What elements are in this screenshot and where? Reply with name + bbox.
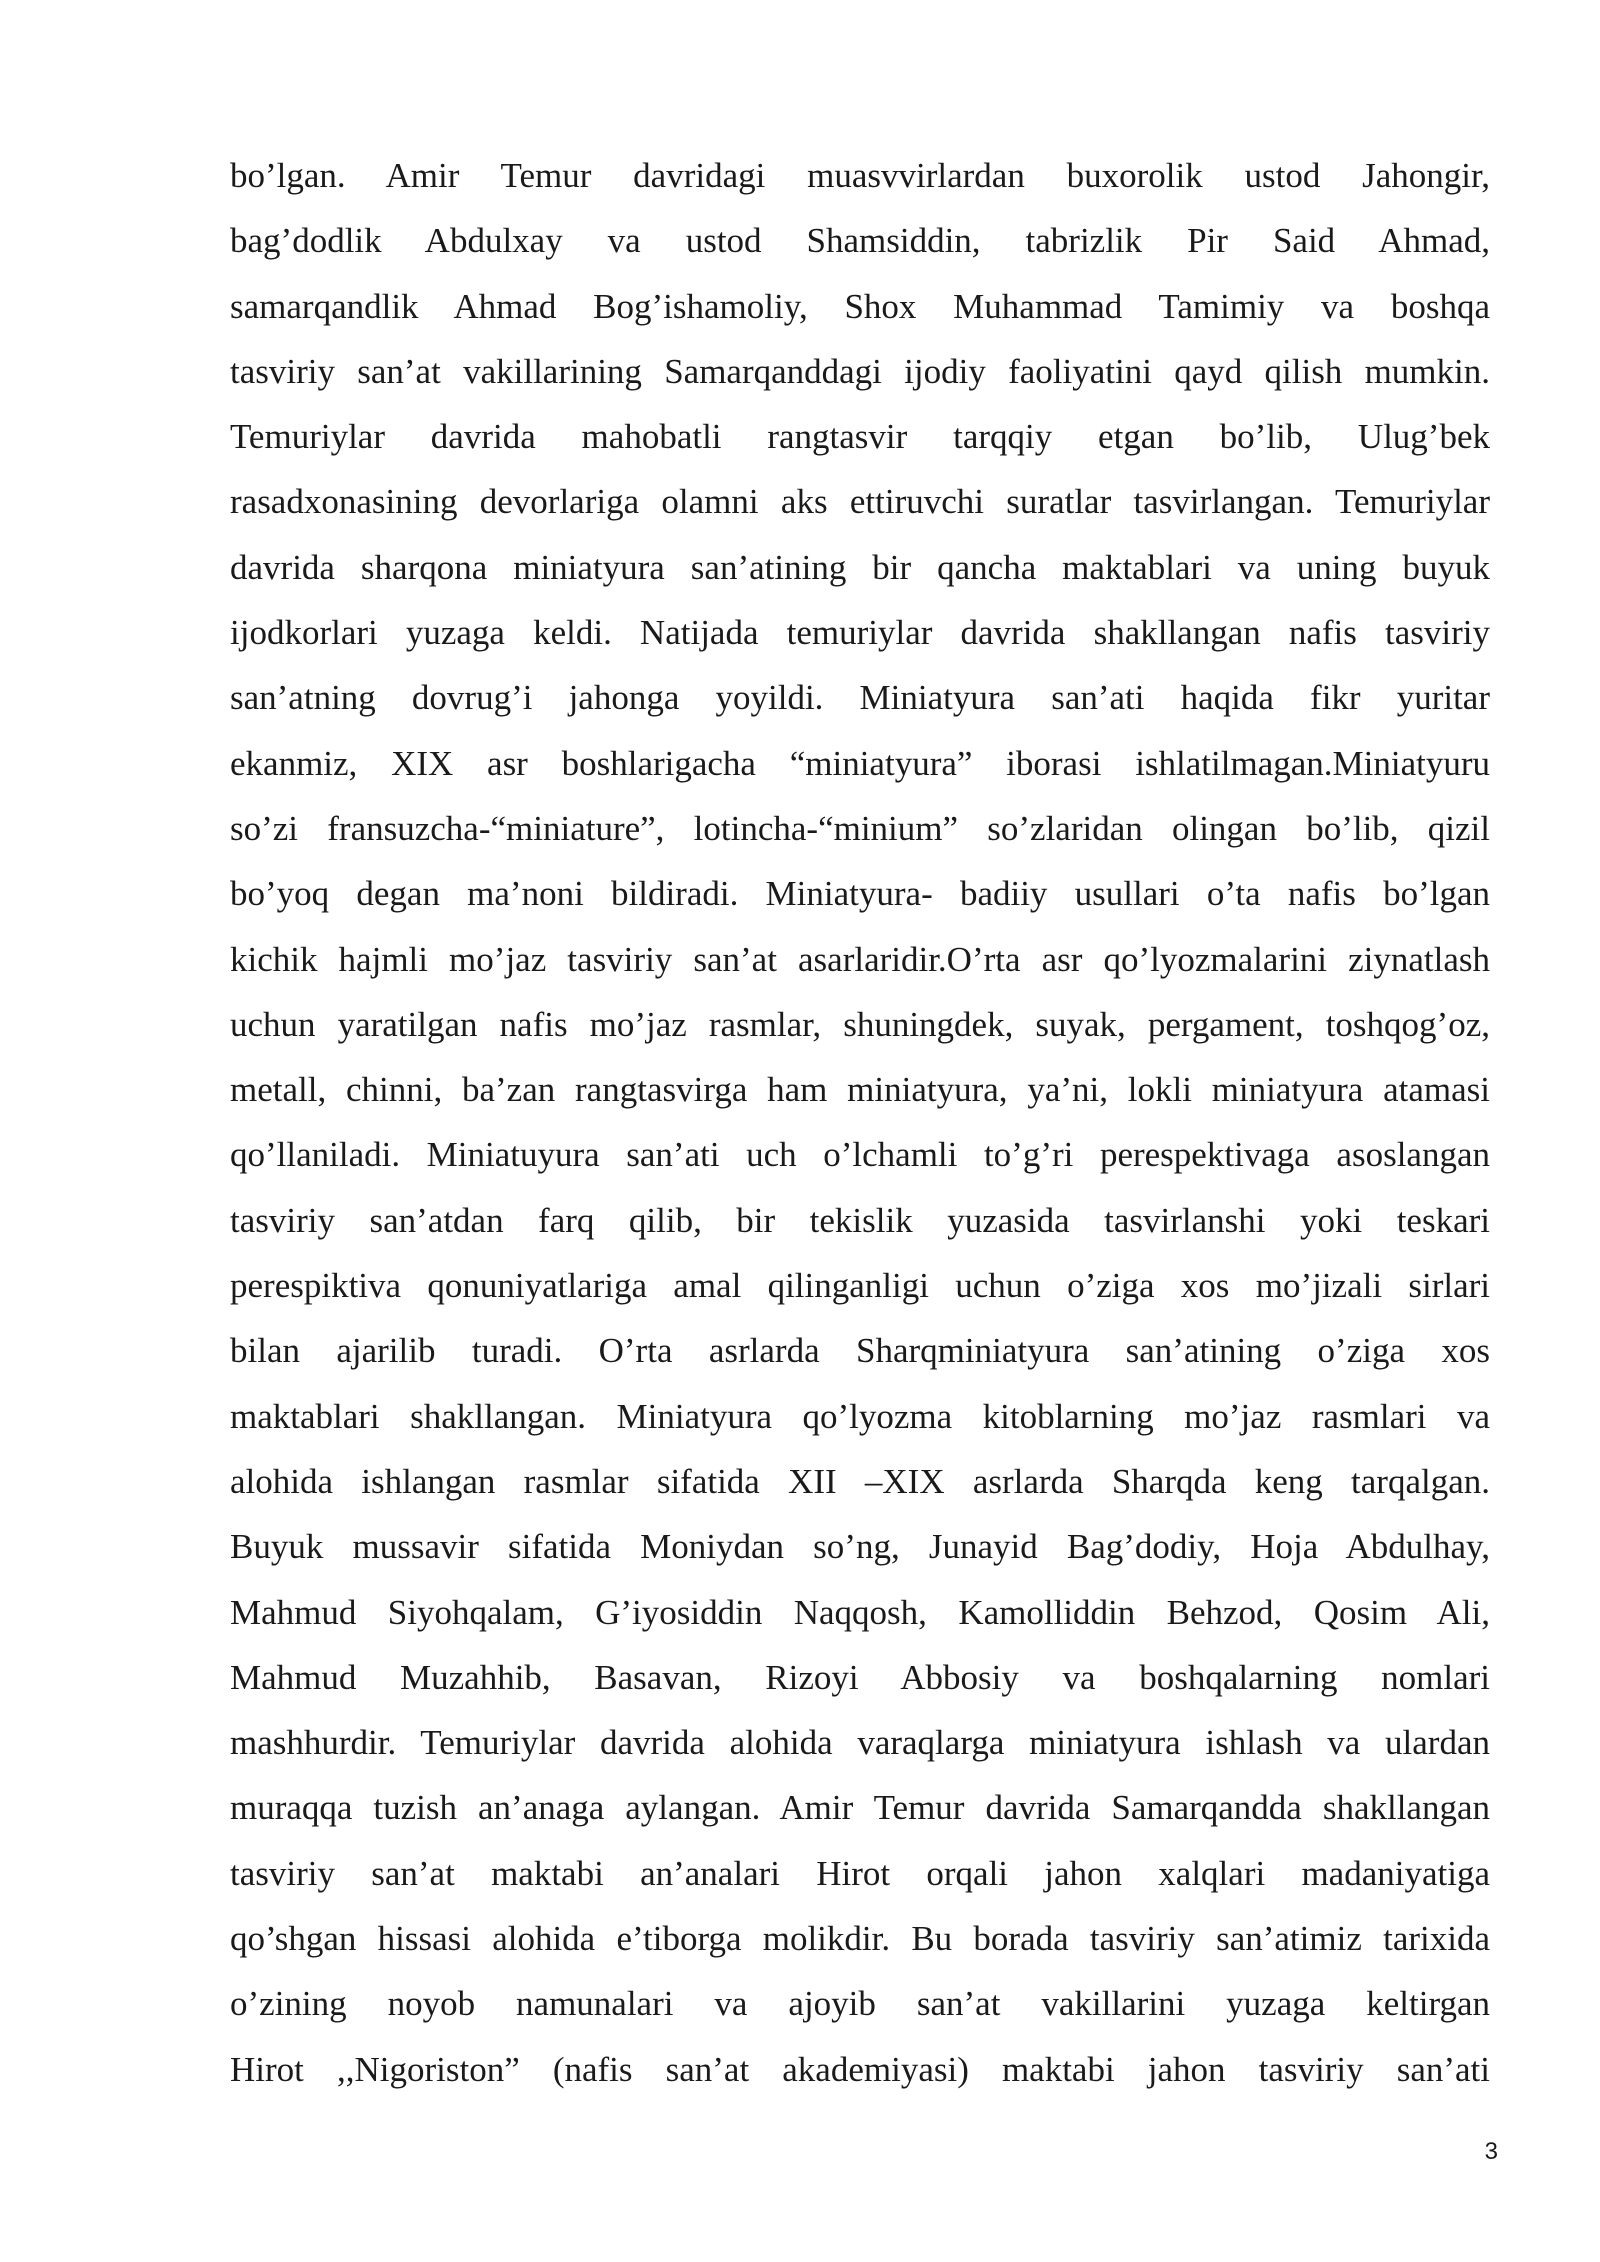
text-line: ijodkorlari yuzaga keldi. Natijada temuriylar davrida shakllangan nafis tasviriy	[230, 613, 1490, 653]
body-text	[230, 150, 1490, 2109]
text-line: muraqqa tuzish an’anaga aylangan. Amir Temur davrida Samarqandda shakllangan	[230, 1788, 1490, 1828]
text-line: mashhurdir. Temuriylar davrida alohida varaqlarga miniatyura ishlash va ulardan	[230, 1723, 1490, 1763]
text-line: tasviriy san’at vakillarining Samarqanddagi ijodiy faoliyatini qayd qilish mumkin.	[230, 351, 1490, 391]
text-line: so’zi fransuzcha-“miniature”, lotincha-“minium” so’zlaridan olingan bo’lib, qizil	[230, 808, 1490, 848]
page-number: 3	[1484, 2138, 1498, 2165]
text-line: qo’shgan hissasi alohida e’tiborga molikdir. Bu borada tasviriy san’atimiz tarixida	[230, 1919, 1490, 1959]
text-line: davrida sharqona miniatyura san’atining bir qancha maktablari va uning buyuk	[230, 547, 1490, 587]
text-line: maktablari shakllangan. Miniatyura qo’lyozma kitoblarning mo’jaz rasmlari va	[230, 1396, 1490, 1436]
text-line: Buyuk mussavir sifatida Moniydan so’ng, Junayid Bag’dodiy, Hoja Abdulhay,	[230, 1527, 1490, 1567]
text-line: alohida ishlangan rasmlar sifatida XII –XIX asrlarda Sharqda keng tarqalgan.	[230, 1461, 1490, 1501]
text-line: Mahmud Siyohqalam, G’iyosiddin Naqqosh, Kamolliddin Behzod, Qosim Ali,	[230, 1592, 1490, 1632]
text-line: Mahmud Muzahhib, Basavan, Rizoyi Abbosiy va boshqalarning nomlari	[230, 1657, 1490, 1697]
text-line: ekanmiz, XIX asr boshlarigacha “miniatyura” iborasi ishlatilmagan.Miniatyuru	[230, 743, 1490, 783]
text-line: bag’dodlik Abdulxay va ustod Shamsiddin, tabrizlik Pir Said Ahmad,	[230, 221, 1490, 261]
text-line: tasviriy san’at maktabi an’analari Hirot orqali jahon xalqlari madaniyatiga	[230, 1853, 1490, 1893]
text-line: uchun yaratilgan nafis mo’jaz rasmlar, shuningdek, suyak, pergament, toshqog’oz,	[230, 1004, 1490, 1044]
text-line: rasadxonasining devorlariga olamni aks ettiruvchi suratlar tasvirlangan. Temuriylar	[230, 482, 1490, 522]
text-line: metall, chinni, ba’zan rangtasvirga ham miniatyura, ya’ni, lokli miniatyura atamasi	[230, 1070, 1490, 1110]
text-line: samarqandlik Ahmad Bog’ishamoliy, Shox Muhammad Tamimiy va boshqa	[230, 286, 1490, 326]
text-line: tasviriy san’atdan farq qilib, bir tekislik yuzasida tasvirlanshi yoki teskari	[230, 1200, 1490, 1240]
text-line: perespiktiva qonuniyatlariga amal qilinganligi uchun o’ziga xos mo’jizali sirlari	[230, 1266, 1490, 1306]
text-line: qo’llaniladi. Miniatuyura san’ati uch o’lchamli to’g’ri perespektivaga asoslangan	[230, 1135, 1490, 1175]
text-line: bilan ajarilib turadi. O’rta asrlarda Sharqminiatyura san’atining o’ziga xos	[230, 1331, 1490, 1371]
text-line: kichik hajmli mo’jaz tasviriy san’at asarlaridir.O’rta asr qo’lyozmalarini ziynatlash	[230, 939, 1490, 979]
text-line: bo’lgan. Amir Temur davridagi muasvvirlardan buxorolik ustod Jahongir,	[230, 156, 1490, 195]
text-line: o’zining noyob namunalari va ajoyib san’at vakillarini yuzaga keltirgan	[230, 1984, 1490, 2024]
text-line: Hirot ,,Nigoriston” (nafis san’at akademiyasi) maktabi jahon tasviriy san’ati	[230, 2049, 1490, 2089]
text-line: bo’yoq degan ma’noni bildiradi. Miniatyura- badiiy usullari o’ta nafis bo’lgan	[230, 874, 1490, 914]
text-line: Temuriylar davrida mahobatli rangtasvir tarqqiy etgan bo’lib, Ulug’bek	[230, 417, 1490, 457]
text-line: san’atning dovrug’i jahonga yoyildi. Miniatyura san’ati haqida fikr yuritar	[230, 678, 1490, 718]
